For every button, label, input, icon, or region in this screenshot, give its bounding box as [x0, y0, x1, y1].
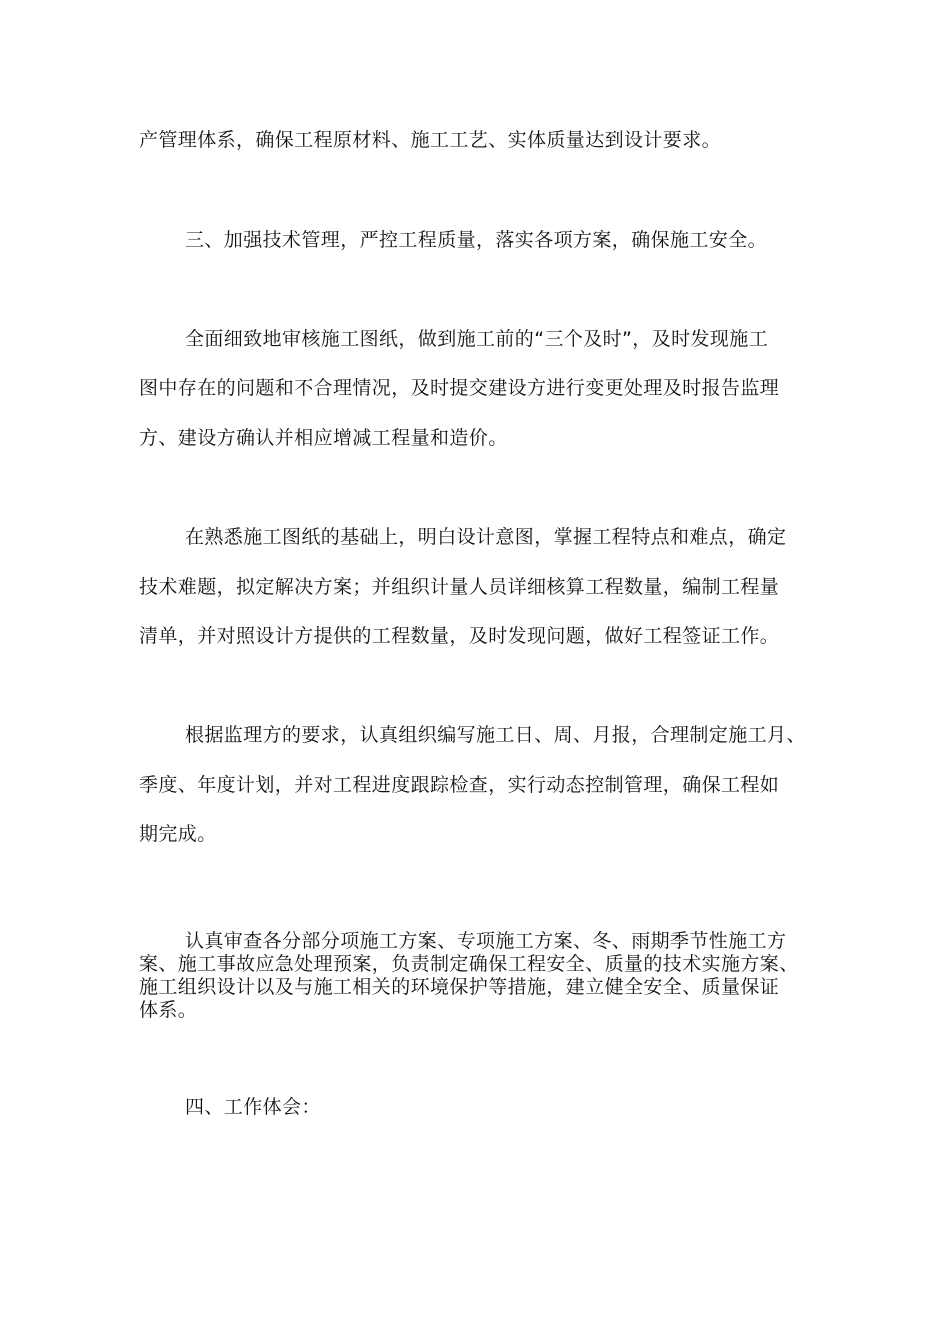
text-line: 在熟悉施工图纸的基础上，明白设计意图，掌握工程特点和难点，确定 — [185, 526, 787, 548]
text-line: 施工组织设计以及与施工相关的环境保护等措施，建立健全安全、质量保证 — [139, 976, 780, 998]
text-line: 季度、年度计划，并对工程进度跟踪检查，实行动态控制管理，确保工程如 — [139, 774, 780, 796]
section-heading-3: 三、加强技术管理，严控工程质量，落实各项方案，确保施工安全。 — [185, 229, 768, 251]
text-line: 全面细致地审核施工图纸，做到施工前的“三个及时”，及时发现施工 — [185, 328, 769, 350]
text-line: 方、建设方确认并相应增减工程量和造价。 — [139, 427, 508, 449]
text-line: 期完成。 — [139, 823, 217, 845]
text-line: 产管理体系，确保工程原材料、施工工艺、实体质量达到设计要求。 — [139, 129, 722, 151]
text-line: 案、施工事故应急处理预案，负责制定确保工程安全、质量的技术实施方案、 — [139, 953, 799, 975]
text-line: 技术难题，拟定解决方案；并组织计量人员详细核算工程数量，编制工程量 — [139, 576, 780, 598]
text-line: 根据监理方的要求，认真组织编写施工日、周、月报，合理制定施工月、 — [185, 724, 806, 746]
text-line: 体系。 — [139, 999, 198, 1021]
text-line: 清单，并对照设计方提供的工程数量，及时发现问题，做好工程签证工作。 — [139, 625, 780, 647]
text-line: 图中存在的问题和不合理情况，及时提交建设方进行变更处理及时报告监理 — [139, 377, 780, 399]
text-line: 认真审查各分部分项施工方案、专项施工方案、冬、雨期季节性施工方 — [185, 930, 787, 952]
section-heading-4: 四、工作体会： — [185, 1096, 321, 1118]
